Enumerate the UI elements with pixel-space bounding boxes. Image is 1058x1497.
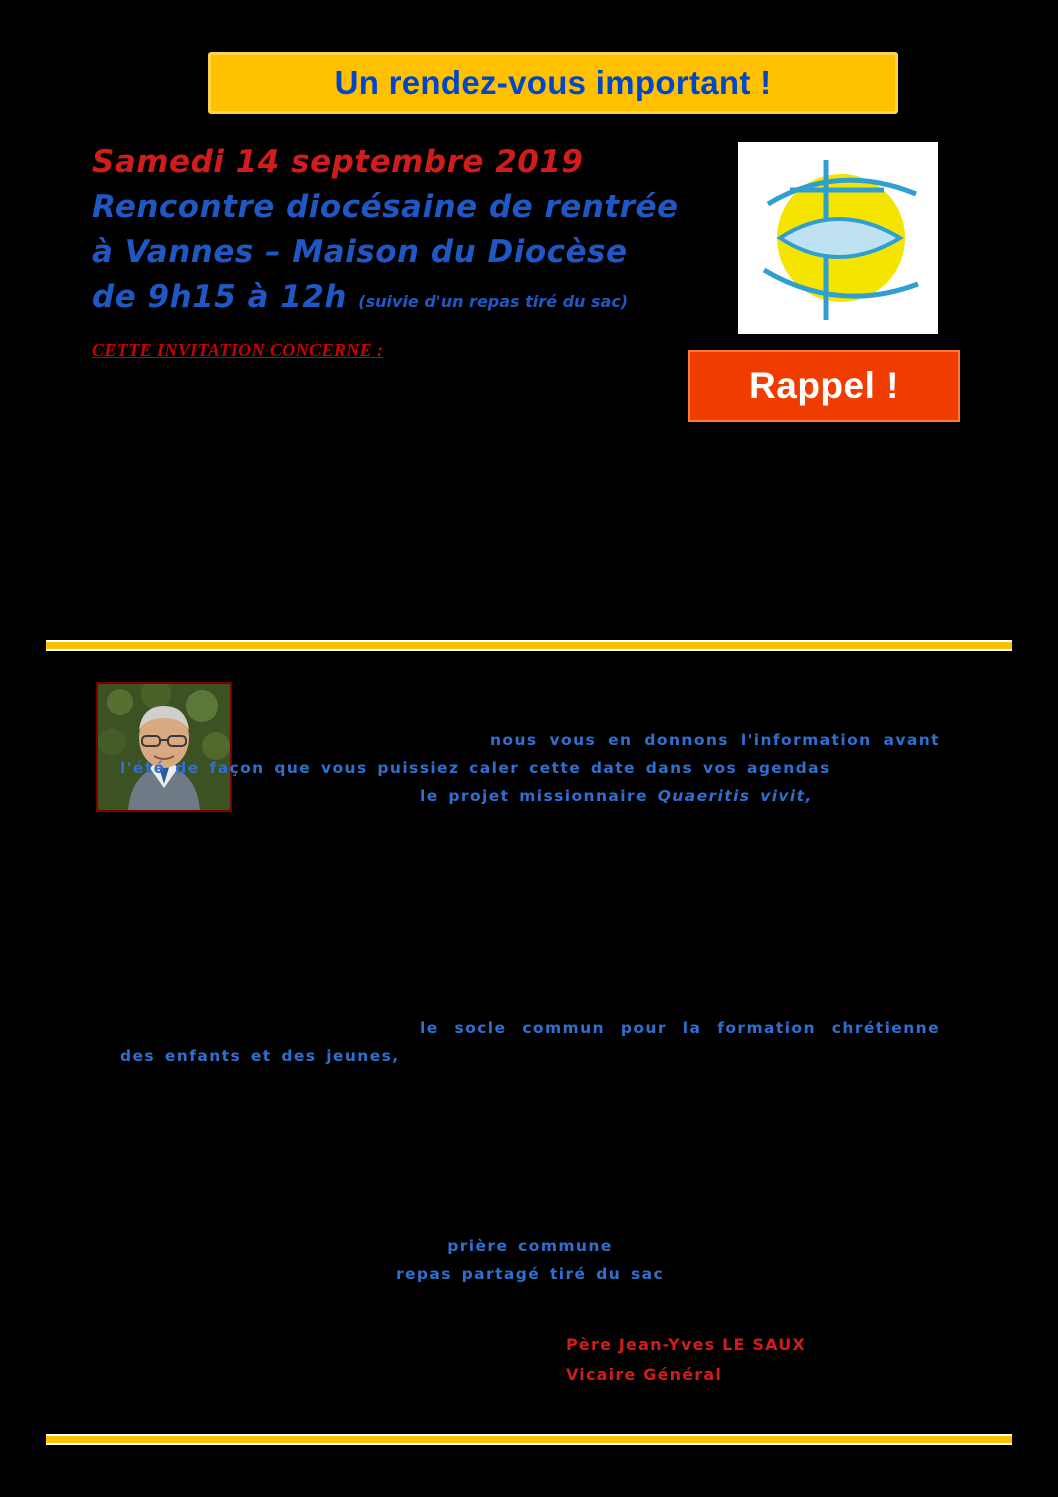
diocese-logo (738, 142, 938, 334)
rappel-badge-text: Rappel ! (749, 365, 899, 406)
rappel-badge (688, 350, 960, 422)
event-title: Rencontre diocésaine de rentrée (92, 189, 679, 225)
body-paragraph-2 (120, 782, 940, 810)
body-text-block (120, 726, 940, 810)
body-paragraph-1 (120, 726, 940, 782)
body-paragraph-3 (120, 1014, 940, 1070)
event-location: à Vannes – Maison du Diocèse (92, 234, 628, 270)
event-time-note: (suivie d'un repas tiré du sac) (358, 292, 629, 311)
event-date: Samedi 14 septembre 2019 (92, 144, 584, 180)
event-time (92, 275, 712, 324)
body-para2-a: le projet missionnaire (420, 787, 648, 805)
body-para3-b: enfants et des jeunes, (164, 1047, 400, 1065)
body-para1-b: de façon que vous puissiez caler cette date dans vos agendas (175, 759, 831, 777)
title-banner-text: Un rendez-vous important ! (334, 64, 772, 101)
event-time-main: de 9h15 à 12h (92, 279, 347, 315)
divider-top (46, 640, 1012, 651)
title-banner (208, 52, 898, 114)
signature-block (566, 1330, 946, 1390)
fish-cross-icon (738, 142, 938, 334)
body-para2-italic: Quaeritis vivit, (657, 787, 813, 805)
body-para3-a: le socle commun pour la formation chrétienne des (120, 1019, 940, 1065)
signature-role: Vicaire Général (566, 1365, 723, 1384)
programme-block (120, 1232, 940, 1288)
programme-item-1: prière commune (447, 1237, 613, 1255)
signature-name: Père Jean-Yves LE SAUX (566, 1335, 806, 1354)
body-para1-a: nous vous en donnons l'information avant l'été (120, 731, 940, 777)
programme-item-2: repas partagé tiré du sac (395, 1265, 665, 1283)
divider-bottom (46, 1434, 1012, 1445)
invitation-scope-label: CETTE INVITATION CONCERNE : (92, 340, 384, 360)
header-block (92, 140, 712, 361)
